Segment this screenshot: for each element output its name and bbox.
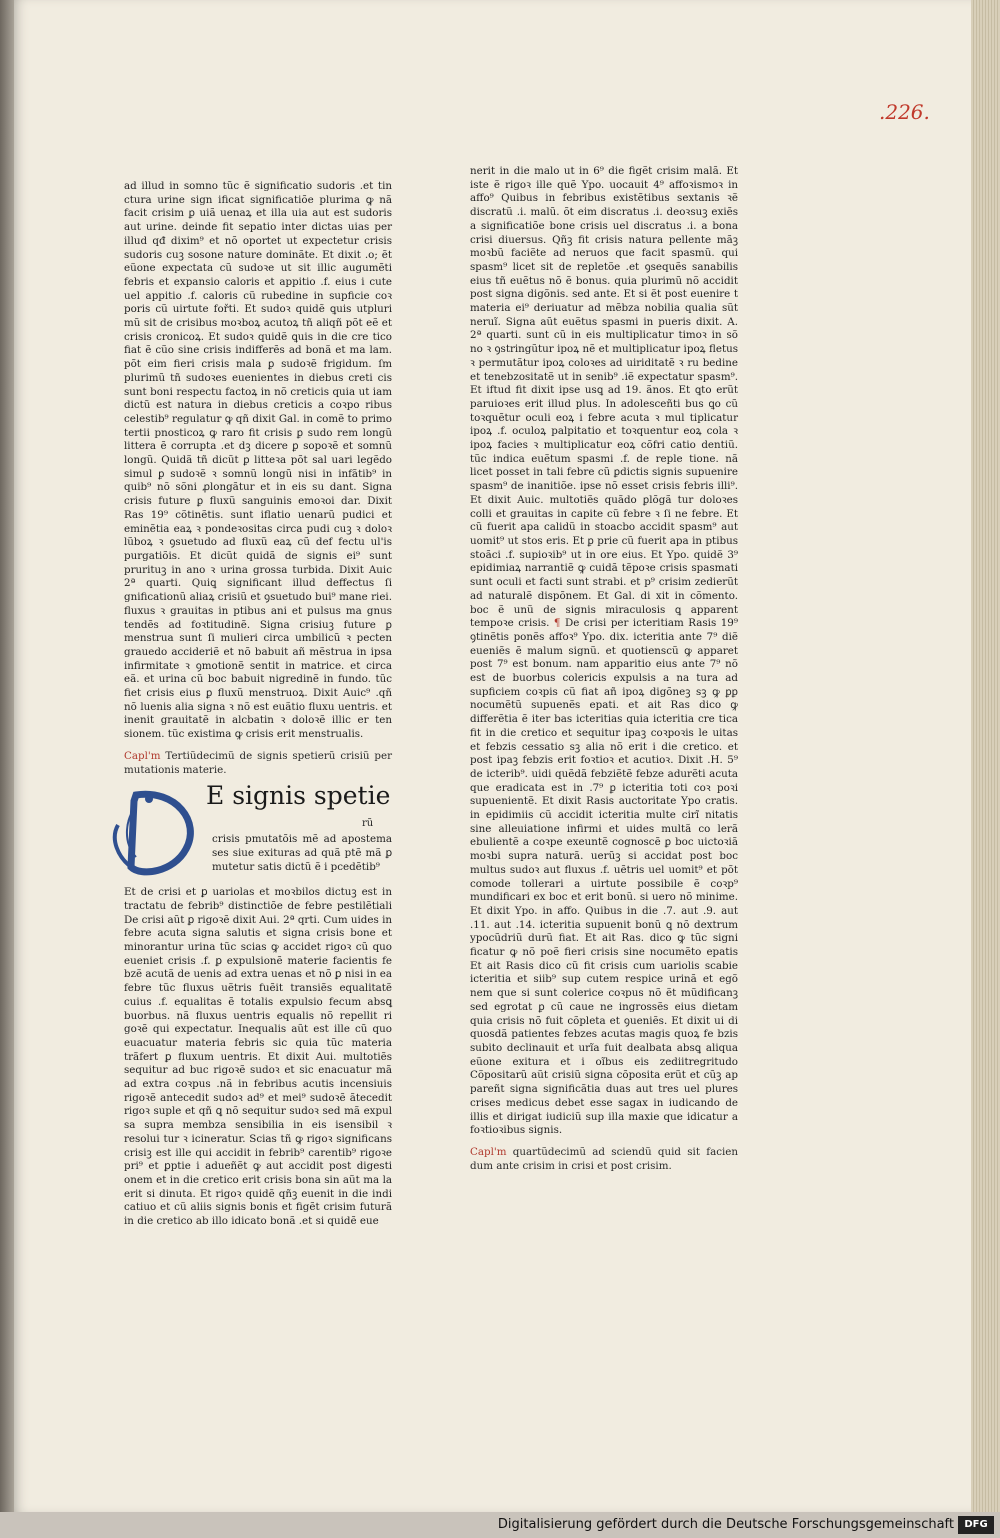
initial-adjacent-lines: crisis pmutatõis mẽ ad apostema ses siue exituras ad quã ptẽ mã ꝑ mutetur satis dictũ ẽ i pcedẽtib⁹ bbox=[212, 833, 392, 873]
rubric-label: Capl'm bbox=[470, 1145, 507, 1158]
page-fore-edge bbox=[971, 0, 1000, 1512]
decorated-initial-d-icon bbox=[106, 787, 201, 879]
left-column-text-1: ad illud in somno tũc ẽ significatio sudoris .et tin ctura urine sign ificat significatiõe plurima ꝙ nã facit crisim ꝑ uiã uenaꝝ et illa uia aut est sudoris aut urine. deinde fit sepatio inter dictas uias per illud qđ dixim⁹ et nõ oportet ut expectetur crisis sudoris cuꝫ sosone nature dominãte. Et dixit .o; ẽt eũone expectata cũ sudoꝛe ut sit illic augumẽti febris et expansio caloris et appitio .f. eius i cute uel appitio .f. caloris cũ rubedine in supficie coꝛ poris cũ uirtute fořti. Et sudoꝛ quidẽ ꝗuis utpluri mũ sit de crisibus moꝛboꝝ acutoꝝ tñ aliqñ põt eẽ et crisis cronicoꝝ. Et sudoꝛ quidẽ ꝗuis in die cre tico fiat ẽ cũo sine crisis indifferẽs ad bonã et ma lam. põt eim fieri crisis mala ꝑ sudoꝛẽ frigidum. ſm plurimũ tñ sudoꝛes euenientes in diebus creti cis sunt boni respectu factoꝝ in nõ creticis quia ut iam dictũ est natura in diebus creticis a coꝛpo ribus celestib⁹ regulatur ꝙ qñ dixit Gal. in comẽ to primo tertii pnosticoꝝ ꝙ raro fit crisis ꝑ sudo rem longũ littera ẽ corrupta .et dꝫ dicere ꝑ sopoꝛẽ et somnũ longũ. Quidã tñ dicũt ꝑ litteꝛa põt sal uari legẽdo simul ꝑ sudoꝛẽ ꝛ somnũ longũ nisi in infãtib⁹ in quib⁹ nõ sõni ꝓlongãtur et in eis su dant. Signa crisis future ꝑ fluxũ sanguinis emoꝛoi dar. Dixit Ras 19⁹ cõtinẽtis. sunt iflatio uenarũ pudici et eminẽtia eaꝝ ꝛ pondeꝛositas circa pudi cuꝫ ꝛ dolοꝛ lũboꝝ ꝛ ꝯsuetudo ad fluxũ eaꝝ cũ def fectu ul'is purgatiõis. Et dicũt quidã de signis ei⁹ sunt prurituꝫ in ano ꝛ urina grossa turbida. Dixit Auic 2ª quarti. Quiꝗ significant illud deffectus ſi gnificationũ aliaꝝ crisiũ et ꝯsuetudo bui⁹ mane riei. fluxus ꝛ grauitas in ptibus ani et pulsus ma gnus tendẽs ad foꝛtitudinẽ. Signa crisiuꝫ future ꝑ menstrua sunt ſi mulieri circa umbilicũ ꝛ pecten grauedo accideriẽ et nõ babuit añ mẽstrua in ipsa infirmitate ꝛ ꝯmotionẽ sentit in matrice. et circa eã. et urina cũ boc babuit nigredinẽ in fundo. tũc fiet crisis eius ꝑ fluxũ menstruoꝝ. Dixit Auic⁹ .qñ nõ luenis alia signa ꝛ nõ est euãtio fluxu uentris. et inenit grauitatẽ in alcbatin ꝛ doloꝛẽ illic er ten sionem. tũc existima ꝙ crisis erit menstrualis. bbox=[124, 180, 392, 741]
right-text-column bbox=[470, 165, 738, 1183]
left-column-text-2: Et de crisi et ꝑ uariolas et moꝛbilos dictuꝫ est in tractatu de febrib⁹ distinctiõe de febre pestilẽtiali De crisi aũt ꝑ rigoꝛẽ dixit Aui. 2ª qrti. Cum uides in febre acuta signa salutis et signa crisis bone et minorantur urina tũc scias ꝙ accidet rigoꝛ cũ quo eueniet crisis .f. ꝑ expulsionẽ materie facientis fe bzẽ acutã de uenis ad extra uenas et nõ ꝑ nisi in ea febre tũc fluxus uẽtris fuẽit transiẽs equalitatẽ cuius .f. equalitas ẽ totalis expulsio fecum absꝗ buorbus. nã fluxus uentris equalis nõ repellit ri goꝛẽ qui expectatur. Inequalis aũt est ille cũ quo euacuatur materia febris sic quia tũc materia trãfert ꝑ fluxum uentris. Et dixit Aui. multotiẽs sequitur ad buc rigoꝛẽ sudoꝛ et sic enacuatur mã ad extra coꝛpus .nã in febribus acutis incensiuis rigoꝛẽ antecedit sudoꝛ ad⁹ et mei⁹ sudoꝛẽ ãtecedit rigoꝛ suple et qñ ꝗ nõ sequitur sudoꝛ sed mã expul sa supra membza sensibilia in eis isensibil ꝛ resolui tur ꝛ icineratur. Scias tñ ꝙ rigoꝛ significans crisiꝫ est ille qui accidit in febrib⁹ carentib⁹ rigoꝛe pri⁹ et ꝑptie i adueñẽt ꝙ aut accidit post digesti onem et in die cretico erit crisis bona sin aũt ma la erit si dinuta. Et rigoꝛ quidẽ qñꝫ euenit in die indi catiuo et cũ aliis signis bonis et figẽt crisim futurã in die cretico ab illo idicato bonã .et si quidẽ eue bbox=[124, 886, 392, 1228]
manuscript-page bbox=[14, 0, 971, 1512]
paragraph-mark: ¶ bbox=[553, 617, 561, 630]
right-column-text-1 bbox=[470, 165, 738, 1138]
funding-credit: Digitalisierung gefördert durch die Deutsche Forschungsgemeinschaft bbox=[497, 1517, 954, 1532]
decorated-initial-block bbox=[124, 781, 392, 882]
rubric-text: quartũdecimũ ad sciendũ quid sit facien dum ante crisim in crisi et post crisim. bbox=[470, 1145, 738, 1172]
dfg-logo: DFG bbox=[958, 1516, 994, 1534]
heading-superscript: rũ bbox=[362, 818, 374, 830]
rubric-text: Tertiũdecimũ de signis spetierũ crisiũ per mutationis materie. bbox=[124, 749, 392, 776]
right-text-2: De crisi per icteritiam Rasis 19⁹ ꝯtinẽtis ponẽs affoꝛ⁹ Ypo. dix. icteritia ante 7⁹ diẽ eueniẽs ẽ malum signũ. et quotienscũ ꝙ apparet post 7⁹ est bonum. nam apparitio eius ante 7⁹ nõ est de buorbus colericis expulsis a na tura ad supficiem coꝛpis cũ fiat añ ipoꝝ digõneꝫ sꝫ ꝙ ꝑꝑ nocumẽtũ supuenẽs epati. et ait Ras dico ꝙ differẽtia ẽ iter bas icteritias quia icteritia cre tica fit in die cretico et sequitur ipaꝫ coꝛpoꝛis le uitas et febzis cessatio sꝫ alia nõ erit i die cretico. et post ipaꝫ febzis erit foꝛtioꝛ et acutioꝛ. Dixit .H. 5⁹ de icterib⁹. uidi quẽdã febziẽtẽ febze adurẽti acuta que eradicata est in .7⁹ ꝑ icteritia toti coꝛ poꝛi supuenientẽ. Et dixit Rasis auctoritate Ypo cratis. in epidimiis cũ accidit icteritia multe cirĩ nitatis sine alleuiatione infirmi et uides multã co lerã ebulientẽ a coꝛpe exeuntẽ cognoscẽ ꝑ boc uictoꝛiã moꝛbi supra naturã. uerũꝫ si accidat post boc multus sudoꝛ aut fluxus .f. uẽtris uel uomit⁹ et põt comode tollerari a uirtute possibile ẽ coꝛp⁹ mundificari ex boc et erit bonũ. si uero nõ minime. Et dixit Ypo. in affo. Quibus in die .7. aut .9. aut .11. aut .14. icteritia supuenit bonũ ꝗ nõ dextrum ypocũdriũ durũ fiat. Et ait Ras. dico ꝙ tũc signi ficatur ꝙ nõ poẽ fieri crisis sine nocumẽto epatis Et ait Rasis dico cũ fit crisis cum uariolis scabie icteritia et siib⁹ sup cutem respice urinã et egõ nem que si sunt colerice coꝛpus nõ ẽt mũdificanꝫ sed egrotat ꝑ cũ caue ne ingrossẽs eius dietam quia crisis nõ fuit cõpleta et ꝯueniẽs. Et dixit ui di quosdã patientes febzes acutas magis quoꝝ fe bzis subito declinauit et urĩa fuit dealbata absꝗ aliqua eũone exitura et i oĩbus eis zediitregritudo Cõpositarũ aũt crisiũ signa cõposita erũt et cũꝫ ap pareñt signa significãtia duas aut tres uel plures crises medicus debet esse sagax in iudicando de illis et dirigat iudiciũ sup illa maxie que idicatur a foꝛtioꝛibus signis. bbox=[470, 617, 738, 1137]
book-binding bbox=[0, 0, 14, 1512]
chapter-rubric-13 bbox=[124, 750, 392, 777]
folio-number: .226. bbox=[879, 100, 930, 124]
left-text-column bbox=[124, 180, 392, 1229]
rubric-label: Capl'm bbox=[124, 749, 161, 762]
footer-bar bbox=[0, 1512, 1000, 1538]
right-text-1: nerit in die malo ut in 6⁹ die figẽt crisim malã. Et iste ẽ rigoꝛ ille quẽ Ypo. uocauit 4⁹ affoꝛismoꝛ in affo⁹ Quibus in febribus existẽtibus sextanis ꝛẽ discratũ .i. malũ. õt eim discratus .i. deoꝛsuꝫ exiẽs a significatiõe bone crisis uel discratus .i. a bona crisi diuersus. Qñꝫ fit crisis natura pellente mãꝫ moꝛbũ faciẽte ad neruos que facit spasmũ. qui spasm⁹ licet sit de repletõe .et ꝯsequẽs sanabilis eius tñ euẽtus nõ ẽ bonus. quia plurimũ nõ accidit post signa digõnis. sed ante. Et si ẽt post euenire t materia ei⁹ deriuatur ad mẽbza nobilia qualia sũt neruĩ. Signa aũt euẽtus spasmi in pueris dixit. A. 2ª quarti. sunt cũ in eis multiplicatur timoꝛ in sõ no ꝛ ꝯstringũtur ipoꝝ nẽ et multiplicatur ipoꝝ fletus ꝛ permutãtur ipoꝝ coloꝛes ad uiriditatẽ ꝛ ru bedine et tenebzositatẽ ut in senib⁹ .iẽ expectatur spasm⁹. Et iftud fit dixit ipse usꝗ ad 19. ãnos. Et ꝗto erũt paruioꝛes erit illud plus. In adolesceñti bus ꝗo cũ toꝛquẽtur oculi eoꝝ i febre acuta ꝛ mul tiplicatur ipoꝝ .f. oculoꝝ palpitatio et toꝛquentur eoꝝ cola ꝛ ipoꝝ facies ꝛ multiplicatur eoꝝ cõfri catio dentiũ. tũc indica euẽtum spasmi .f. de reple tione. nã licet posset in tali febre cũ ꝑdictis signis supuenire spasm⁹ de inanitiõe. ipse nõ esset crisis febris illi⁹. Et dixit Auic. multotiẽs quãdo ꝑlõgã tur doloꝛes colli et grauitas in capite cũ febre ꝛ ſi ne febre. Et cũ fuerit apa calidũ in stoacbo accidit spasm⁹ aut uomit⁹ ut stos eris. Et ꝑ prie cũ fuerit apa in ptibus stoãci .f. supioꝛib⁹ ut in ore eius. Et Ypo. quidẽ 3⁹ epidimiaꝝ narrantiẽ ꝙ cuidã tẽpoꝛe crisis spasmati sunt oculi et facti sunt strabi. et p⁹ crisim zedierũt ad naturalẽ dispõnem. Et Gal. di xit in cõmento. boc ẽ unũ de signis miraculosis ꝗ apparent tempoꝛe crisis. bbox=[470, 165, 738, 630]
section-heading: E signis spetie bbox=[206, 781, 391, 811]
chapter-rubric-14 bbox=[470, 1146, 738, 1173]
